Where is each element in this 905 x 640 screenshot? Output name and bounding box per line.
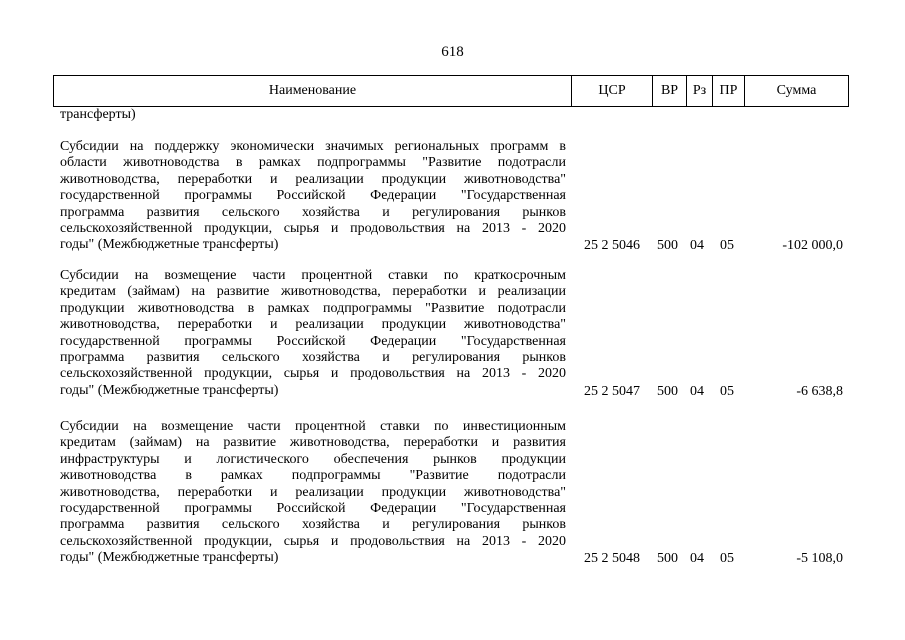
description-line: сельскохозяйственной продукции, сырья и продовольствия на 2013 - 2020 bbox=[60, 366, 566, 382]
description-line: государственной программы Российской Федерации "Государственная bbox=[60, 500, 566, 516]
row-description bbox=[60, 268, 566, 399]
row-description bbox=[60, 419, 566, 567]
cell-vr: 500 bbox=[657, 551, 678, 567]
cell-sum: -5 108,0 bbox=[796, 551, 843, 567]
cell-sum: -6 638,8 bbox=[796, 383, 843, 399]
continuation-text: трансферты) bbox=[60, 107, 136, 122]
description-line: программа развития сельского хозяйства и регулирования рынков bbox=[60, 349, 566, 365]
cell-rz: 04 bbox=[690, 238, 704, 254]
description-line: кредитам (займам) на развитие животноводства, переработки и развития bbox=[60, 435, 566, 451]
description-line: продукции животноводства в рамках подпрограммы "Развитие подотрасли bbox=[60, 300, 566, 316]
description-line: Субсидии на поддержку экономически значимых региональных программ в bbox=[60, 139, 566, 154]
description-line: области животноводства в рамках подпрограммы "Развитие подотрасли bbox=[60, 155, 566, 171]
cell-csr: 25 2 5048 bbox=[584, 551, 640, 567]
description-line: кредитам (займам) на развитие животноводства, переработки и реализации bbox=[60, 284, 566, 300]
header-pr: ПР bbox=[712, 76, 744, 106]
cell-csr: 25 2 5046 bbox=[584, 238, 640, 254]
description-line: животноводства, переработки и реализации продукции животноводства" bbox=[60, 484, 566, 500]
cell-pr: 05 bbox=[720, 238, 734, 254]
cell-vr: 500 bbox=[657, 383, 678, 399]
table-header bbox=[53, 75, 849, 107]
description-line: животноводства, переработки и реализации продукции животноводства" bbox=[60, 317, 566, 333]
description-line: годы" (Межбюджетные трансферты) bbox=[60, 382, 279, 398]
description-line: инфраструктуры и логистического обеспечения рынков продукции bbox=[60, 451, 566, 467]
cell-sum: -102 000,0 bbox=[782, 238, 843, 254]
cell-pr: 05 bbox=[720, 383, 734, 399]
cell-rz: 04 bbox=[690, 383, 704, 399]
description-line: программа развития сельского хозяйства и регулирования рынков bbox=[60, 517, 566, 533]
description-line: животноводства, переработки и реализации продукции животноводства" bbox=[60, 171, 566, 187]
header-vr: ВР bbox=[652, 76, 686, 106]
header-csr: ЦСР bbox=[571, 76, 652, 106]
cell-pr: 05 bbox=[720, 551, 734, 567]
description-line: животноводства в рамках подпрограммы "Развитие подотрасли bbox=[60, 468, 566, 484]
cell-rz: 04 bbox=[690, 551, 704, 567]
description-line: годы" (Межбюджетные трансферты) bbox=[60, 237, 279, 253]
description-line: государственной программы Российской Федерации "Государственная bbox=[60, 333, 566, 349]
header-sum: Сумма bbox=[744, 76, 848, 106]
description-line: сельскохозяйственной продукции, сырья и продовольствия на 2013 - 2020 bbox=[60, 220, 566, 236]
row-description bbox=[60, 139, 566, 254]
header-name: Наименование bbox=[268, 83, 357, 98]
description-line: Субсидии на возмещение части процентной ставки по краткосрочным bbox=[60, 268, 566, 283]
page-number: 618 bbox=[441, 44, 464, 60]
cell-vr: 500 bbox=[657, 238, 678, 254]
description-line: Субсидии на возмещение части процентной ставки по инвестиционным bbox=[60, 419, 566, 434]
description-line: программа развития сельского хозяйства и регулирования рынков bbox=[60, 204, 566, 220]
description-line: годы" (Межбюджетные трансферты) bbox=[60, 550, 279, 566]
description-line: государственной программы Российской Федерации "Государственная bbox=[60, 188, 566, 204]
header-rz: Рз bbox=[686, 76, 712, 106]
description-line: сельскохозяйственной продукции, сырья и продовольствия на 2013 - 2020 bbox=[60, 533, 566, 549]
cell-csr: 25 2 5047 bbox=[584, 383, 640, 399]
